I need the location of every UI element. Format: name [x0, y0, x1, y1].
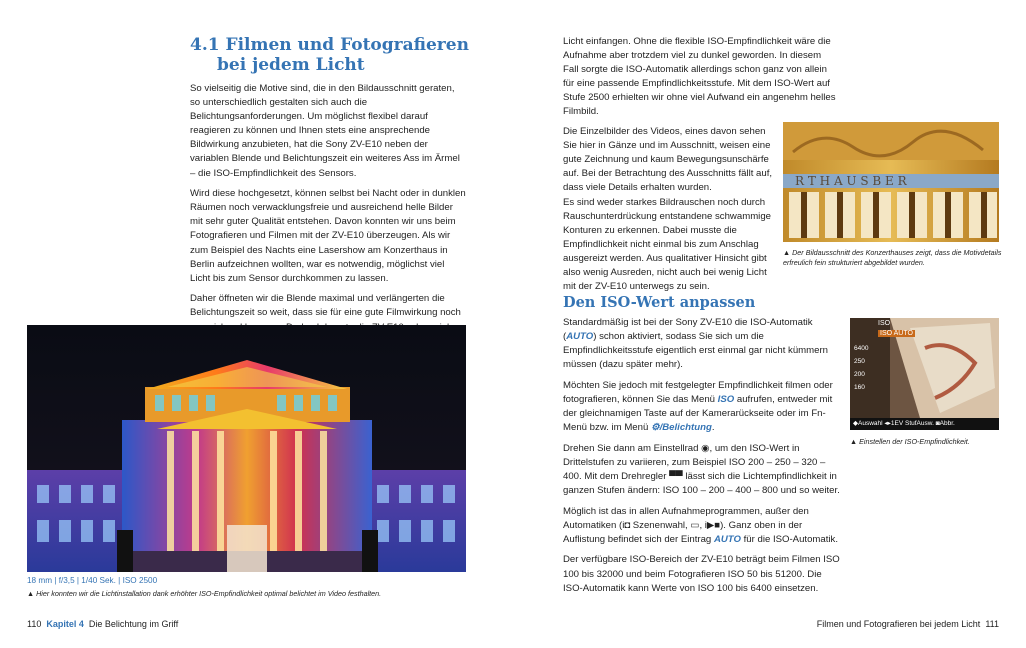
footer-left — [27, 619, 178, 629]
paragraph: Wird diese hochgesetzt, können selbst bei Nacht oder in dunklen Räumen noch verwacklungsfreie und ausreichend helle Bilder mit sehr guter Qualität entstehen. Davon konnten wir uns beim Fotografieren und Filmen mit der ZV-E10 überzeugen. Als wir zum Beispiel des Nachts eine Lasershow am Konzerthaus in Berlin aufzeichnen wollten, war es notwendig, möglichst viel Licht bis zum Sensor durchkommen zu lassen. — [190, 188, 466, 284]
paragraph: Der verfügbare ISO-Bereich der ZV-E10 beträgt beim Filmen ISO 100 bis 32000 und beim Fotografieren ISO 50 bis 51200. Die ISO-Automatik kann Werte von ISO 100 bis 6400 einsetzen. — [563, 554, 840, 594]
iso-value: 160 — [854, 384, 865, 391]
heading-line-2: bei jedem Licht — [217, 55, 365, 75]
detail-caption: ▲ Der Bildausschnitt des Konzerthauses zeigt, dass die Motivdetails erfreulich fein strukturiert abgebildet wurden. — [783, 248, 1002, 267]
camera-iso-screen — [850, 318, 999, 430]
paragraph: So vielseitig die Motive sind, die in den Bildausschnitt geraten, so unterschiedlich gestalten sich auch die Belichtungsanforderungen. Um möglichst flexibel darauf reagieren zu können und Ihnen stets eine ansprechende Bildwirkung anzubieten, hat die Sony ZV-E10 neben der variablen Blende und Belichtungszeit ein weiteres Ass im Ärmel – die ISO-Empfindlichkeit des Sensors. — [190, 83, 460, 179]
text-run: . — [711, 422, 715, 434]
iso-value: 6400 — [854, 345, 869, 352]
svg-text:R T H A U S B E R: R T H A U S B E R — [795, 174, 907, 188]
footer-right — [817, 619, 999, 629]
camera-caption: ▲ Einstellen der ISO-Empfindlichkeit. — [850, 437, 970, 446]
auto-term: AUTO — [566, 331, 594, 343]
left-body-text — [190, 82, 466, 335]
paragraph — [563, 505, 840, 547]
camera-iso-label: ISO — [878, 320, 891, 327]
paragraph: Daher öffneten wir die Blende maximal und verlängerten die Belichtungszeit so weit, dass sie für eine gute Filmwirkung noch — [190, 293, 461, 319]
iso-body-text — [563, 316, 840, 596]
iso-term: ISO — [717, 393, 735, 405]
camera-bottom-bar: ◆Auswahl ◂▸1EV StufAusw. ◙Abbr. — [853, 420, 955, 427]
paragraph: Licht einfangen. Ohne die flexible ISO-Empfindlichkeit wäre die Aufnahme aber trotzdem viel zu dunkel geworden. In diesem Fall sorgte die ISO-Automatik allerdings schon ganz von allein für eine passende Empfindlichkeitsstufe. Mit dem ISO-Wert auf Stufe 2500 erhielten wir ohne viel Aufwand ein angenehm helles Filmbild. — [563, 36, 836, 118]
camera-iso-auto: ISO AUTO — [880, 330, 913, 337]
detail-crop-photo — [783, 122, 999, 242]
paragraph: Es sind weder starkes Bildrauschen noch durch Rauschunterdrückung entstandene schwammige Konturen zu erkennen. Dabei musste die Empfindlichkeit nicht einmal bis zum Anschlag ausgereizt werden. Aus qualitativer Hinsicht gibt also wenig Ausreden, nicht auch bei wenig Licht mit der ZV-E10 unterwegs zu sein. — [563, 196, 771, 293]
iso-value: 200 — [854, 371, 865, 378]
photo-caption: ▲ Hier konnten wir die Lichtinstallation dank erhöhter ISO-Empfindlichkeit optimal belichtet im Video festhalten. — [27, 589, 382, 598]
photo-exif: 18 mm | f/3,5 | 1/40 Sek. | ISO 2500 — [27, 576, 158, 585]
text-run: Standardmäßig ist bei der Sony ZV-E10 die ISO-Automatik ( — [563, 317, 813, 343]
text-run: ) schon aktiviert, sodass Sie sich um die Empfindlichkeitsstufe eigentlich erst einmal gar nicht kümmern müssen (dazu später mehr). — [563, 331, 829, 371]
paragraph: Die Einzelbilder des Videos, eines davon sehen Sie hier in Gänze und im Ausschnitt, weisen eine gute Zeichnung und kaum Bewegungsunschärfe auf. Bei der Betrachtung des Ausschnitts fällt auf, dass viele Details erhalten wurden. — [563, 125, 773, 193]
menu-term: ⚙/Belichtung — [650, 422, 712, 434]
iso-value: 250 — [854, 358, 865, 365]
page-number: 110 — [27, 619, 42, 629]
paragraph — [563, 316, 840, 372]
page-number: 111 — [985, 619, 999, 629]
text-run: aufrufen, entweder mit der gleichnamigen Taste auf der Kamerarückseite oder im Fn-Menü bzw. im Menü — [563, 393, 833, 434]
concert-house-photo — [27, 325, 466, 572]
text-run: Möglich ist das in allen Aufnahmeprogrammen, außer den Automatiken (i◘ Szenenwahl, ▭, i▶■). Ganz oben in der Auflistung befindet sich der Eintrag — [563, 505, 809, 545]
chapter-label: Kapitel 4 — [46, 619, 84, 629]
section-heading-4-1 — [190, 35, 490, 75]
paragraph — [563, 379, 840, 435]
text-run: für die ISO-Automatik. — [740, 533, 838, 545]
section-heading-iso: Den ISO-Wert anpassen — [563, 294, 756, 311]
auto-term: AUTO — [713, 533, 741, 545]
heading-line-1: 4.1 Filmen und Fotografieren — [190, 35, 469, 55]
text-run: Möchten Sie jedoch mit festgelegter Empfindlichkeit filmen oder fotografieren, können Sie das Menü — [563, 379, 833, 405]
paragraph: Drehen Sie dann am Einstellrad ◉, um den ISO-Wert in Drittelstufen zu variieren, zum Beispiel ISO 200 – 250 – 320 – 400. Mit dem Drehregler ▀▀ lässt sich die Lichtempfindlichkeit in ganzen Stufen ändern: ISO 100 – 200 – 400 – 800 und so weiter. — [563, 442, 840, 497]
camera-iso-values — [854, 342, 868, 394]
chapter-title: Die Belichtung im Griff — [88, 619, 179, 629]
footer-title: Filmen und Fotografieren bei jedem Licht — [816, 619, 981, 629]
